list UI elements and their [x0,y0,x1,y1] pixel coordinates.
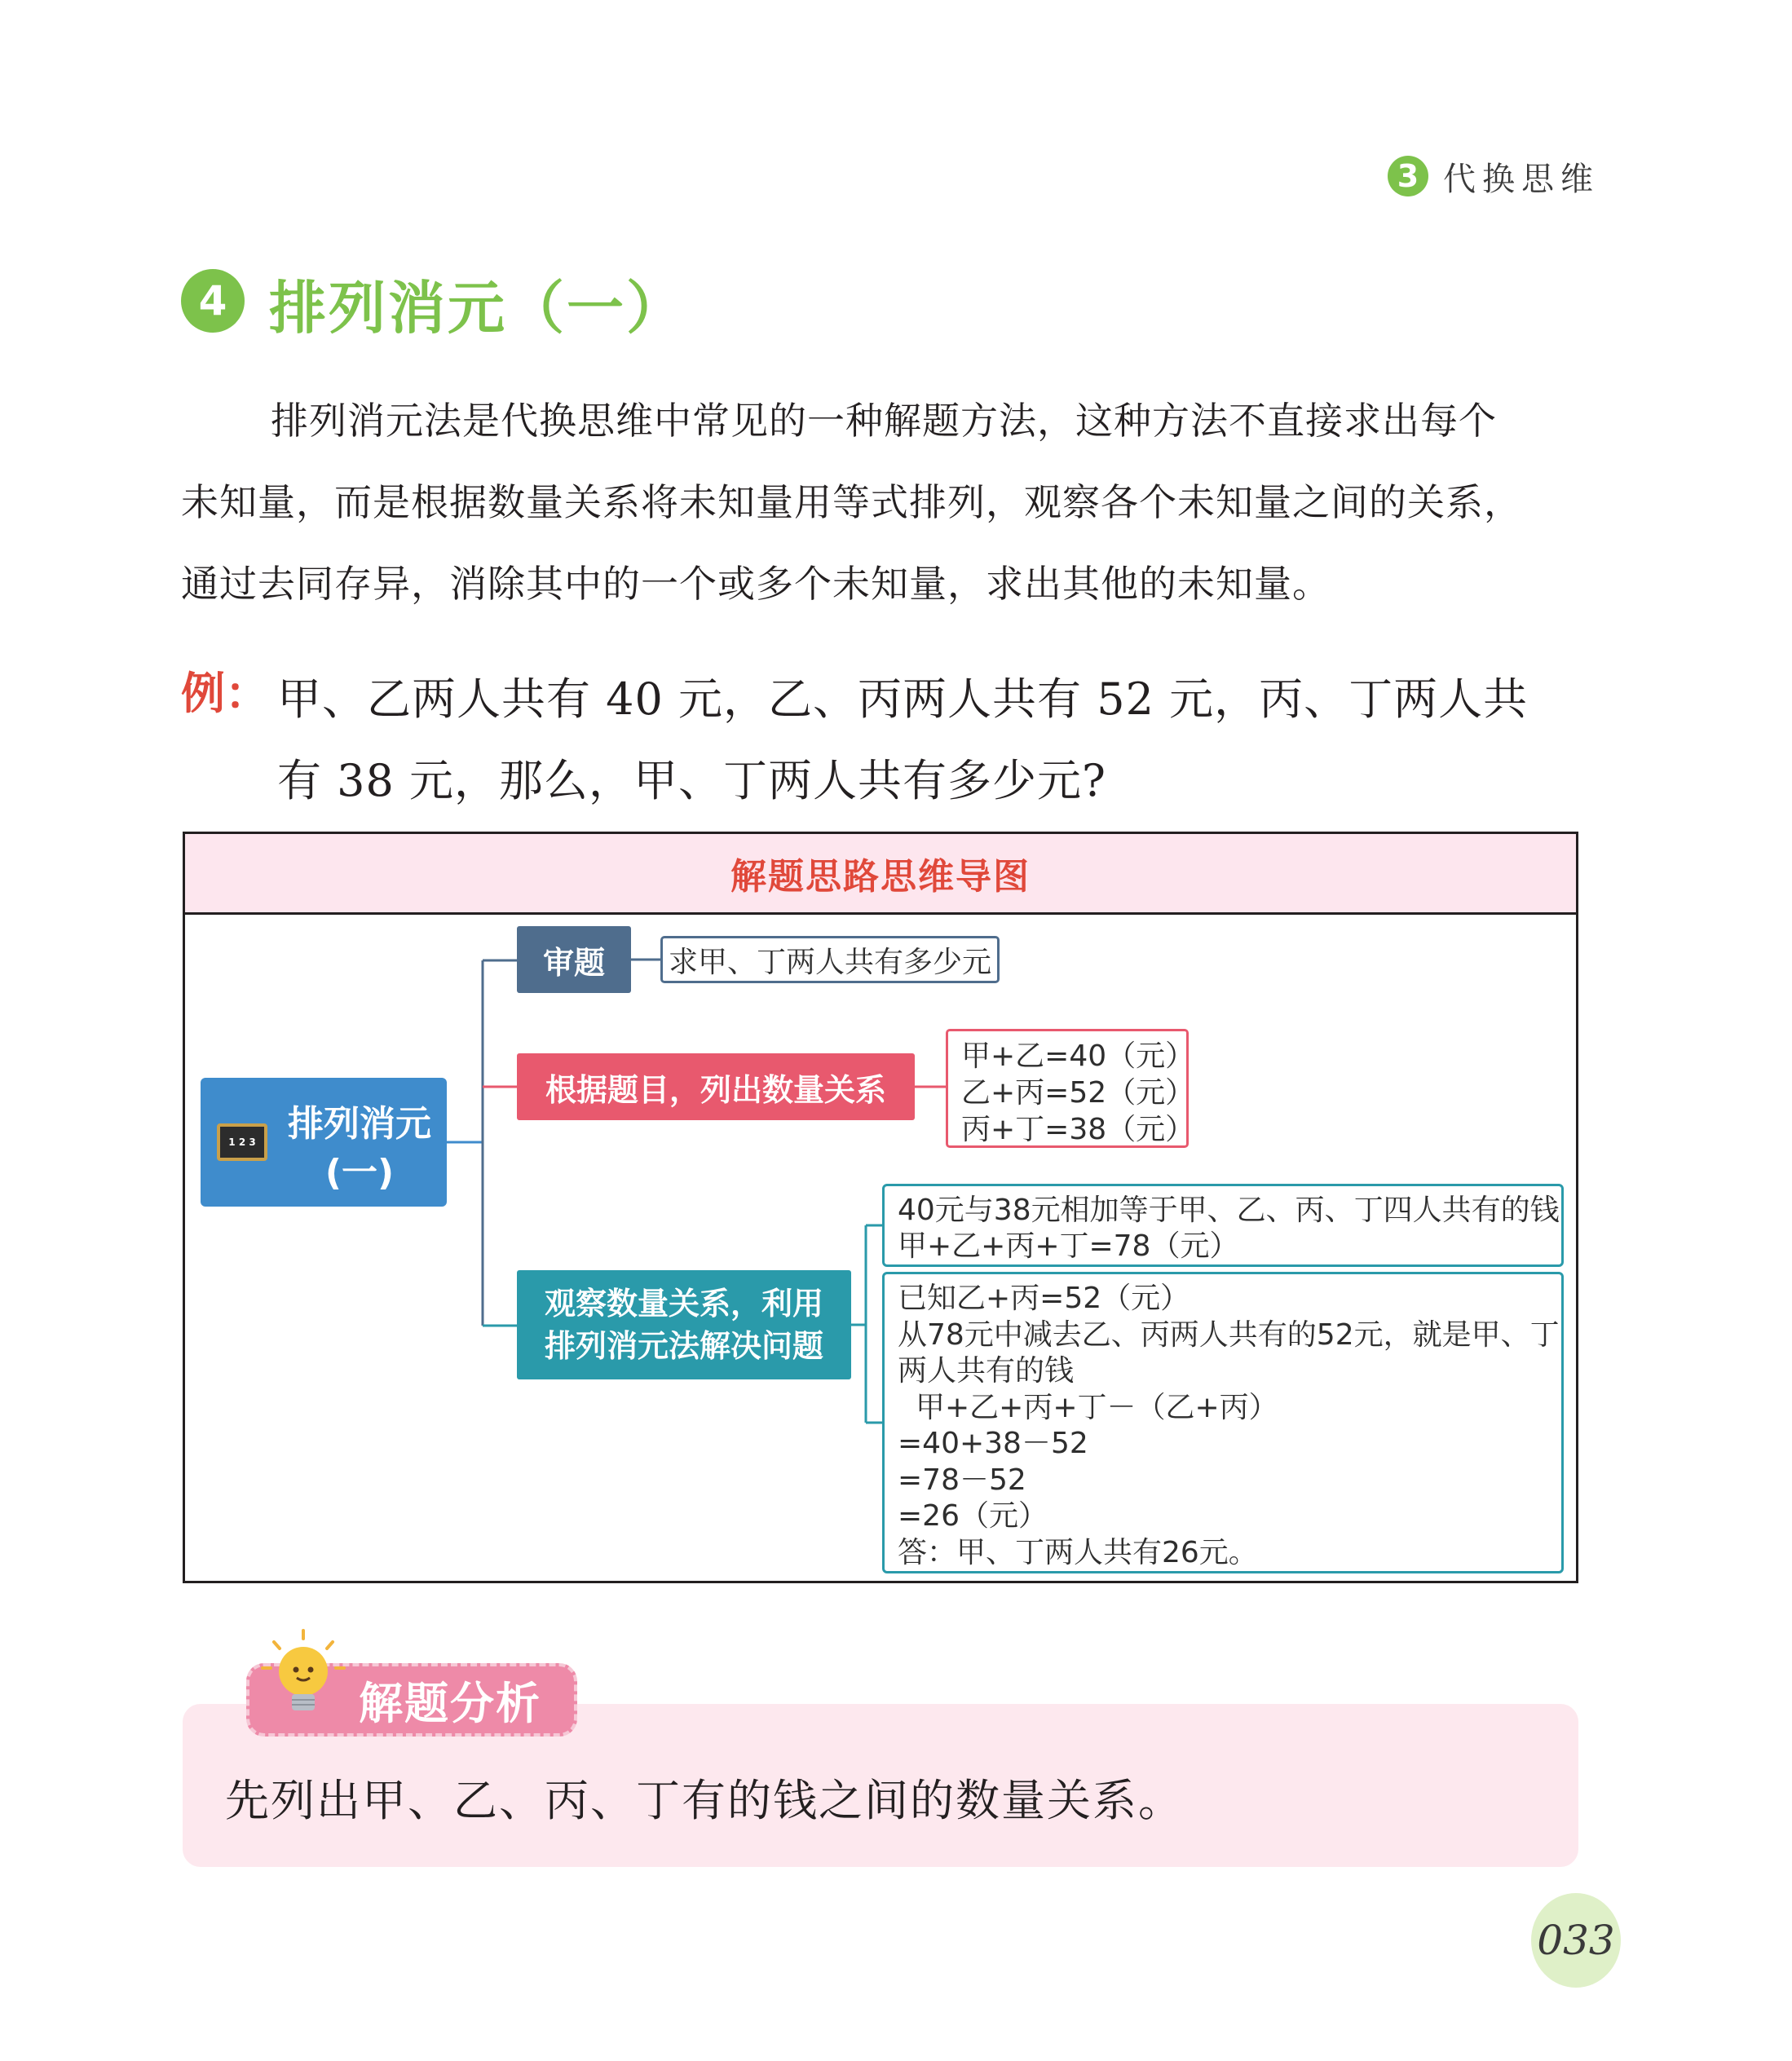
branch-solve-label-line: 排列消元法解决问题 [544,1328,823,1364]
answer-line: 答：甲、丁两人共有26元。 [898,1535,1258,1569]
solution-line: 已知乙+丙=52（元） [898,1282,1190,1315]
branch-relations-leaf [946,1029,1195,1148]
equation-line: 甲+乙=40（元） [961,1039,1195,1073]
lightbulb-icon [254,1626,352,1723]
example-label: 例： [181,668,269,719]
root-subtitle: (一) [324,1152,395,1194]
branch-solve-leaf-sum [882,1184,1564,1267]
solution-line: =26（元） [898,1499,1048,1533]
page-number: 033 [1531,1893,1621,1988]
branch-review-leaf: 求甲、丁两人共有多少元 [660,936,1000,983]
section-title: 排列消元（一） [269,275,686,342]
example-line: 甲、乙两人共有 40 元，乙、丙两人共有 52 元，丙、丁两人共 [277,673,1529,725]
root-title: 排列消元 [288,1103,431,1145]
branch-solve-leaf-steps [882,1272,1564,1573]
intro-line: 排列消元法是代换思维中常见的一种解题方法，这种方法不直接求出每个 [271,399,1497,443]
intro-line: 通过去同存异，消除其中的一个或多个未知量，求出其他的未知量。 [181,562,1331,606]
branch-review-node: 审题 [517,926,631,993]
solution-line: =40+38－52 [898,1427,1088,1460]
branch-solve-node [517,1270,851,1379]
analysis-text: 先列出甲、乙、丙、丁有的钱之间的数量关系。 [225,1775,1184,1826]
equation-line: 乙+丙=52（元） [961,1076,1195,1110]
solution-line: 甲+乙+丙+丁=78（元） [898,1229,1239,1263]
blackboard-icon: 1 2 3 [217,1123,267,1161]
equation-line: 丙+丁=38（元） [961,1113,1195,1146]
chapter-title: 代换思维 [1443,160,1600,198]
mindmap-root-node [201,1078,447,1207]
section-number-badge: 4 [181,269,245,333]
solution-line: =78－52 [898,1463,1026,1497]
analysis-tag: 解题分析 [246,1663,577,1737]
solution-line: 甲+乙+丙+丁－（乙+丙） [916,1390,1278,1424]
mindmap-title: 解题思路思维导图 [185,834,1576,915]
branch-solve-label-line: 观察数量关系，利用 [544,1286,823,1322]
chapter-number-badge: 3 [1388,156,1428,196]
solution-line: 两人共有的钱 [898,1354,1075,1388]
solution-line: 40元与38元相加等于甲、乙、丙、丁四人共有的钱 [898,1194,1560,1227]
solution-line: 从78元中减去乙、丙两人共有的52元，就是甲、丁 [898,1317,1560,1352]
example-line: 有 38 元，那么，甲、丁两人共有多少元? [277,755,1106,806]
leaf3-connector [851,1225,882,1423]
intro-line: 未知量，而是根据数量关系将未知量用等式排列，观察各个未知量之间的关系， [181,480,1522,524]
branch-relations-node: 根据题目，列出数量关系 [517,1053,915,1120]
